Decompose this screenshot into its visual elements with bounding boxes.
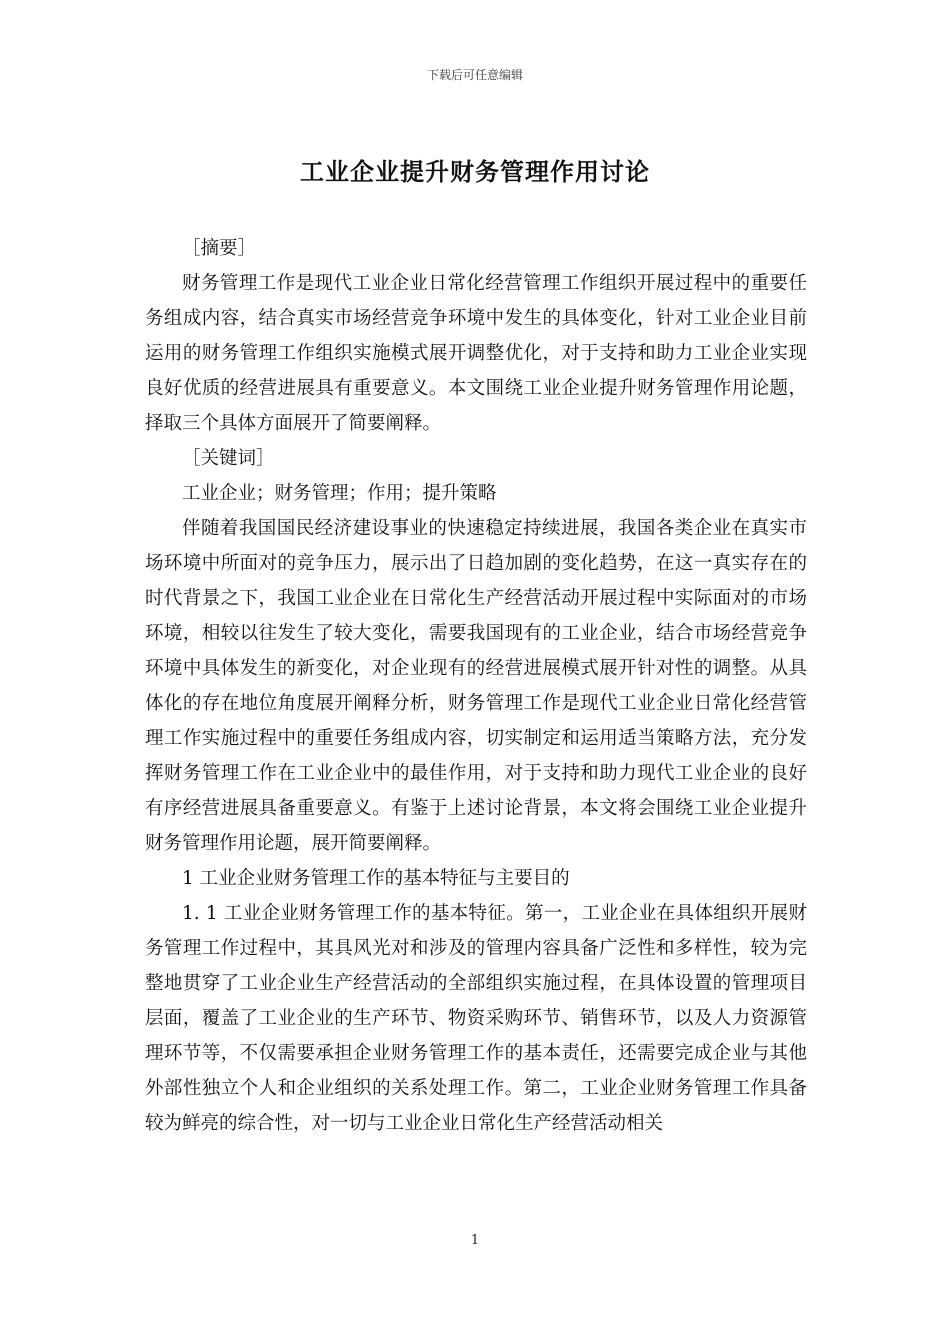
keywords-heading: ［关键词］: [182, 448, 275, 469]
keywords-paragraph: 工业企业；财务管理；作用；提升策略: [182, 483, 497, 504]
subsection-paragraph-1-1: 1. 1 工业企业财务管理工作的基本特征。第一，工业企业在具体组织开展财务管理工作过程中，其具风光对和涉及的管理内容具备广泛性和多样性，较为完整地贯穿了工业企业生产经营活动的全部组织实施过程，在具体设置的管理项目层面，覆盖了工业企业的生产环节、物资采购环节、销售环节，以及人力资源管理环节等，不仅需要承担企业财务管理工作的基本责任，还需要完成企业与其他外部性独立个人和企业组织的关系处理工作。第二，工业企业财务管理工作具备较为鲜亮的综合性，对一切与工业企业日常化生产经营活动相关: [145, 903, 807, 1134]
abstract-heading: ［摘要］: [182, 238, 257, 259]
abstract-paragraph: 财务管理工作是现代工业企业日常化经营管理工作组织开展过程中的重要任务组成内容，结合真实市场经营竞争环境中发生的具体变化，针对工业企业目前运用的财务管理工作组织实施模式展开调整优化，对于支持和助力工业企业实现良好优质的经营进展具有重要意义。本文围绕工业企业提升财务管理作用论题，择取三个具体方面展开了简要阐释。: [145, 273, 807, 434]
header-note: 下载后可任意编辑: [426, 68, 523, 82]
document-body: [145, 231, 807, 1141]
section-heading-1: 1 工业企业财务管理工作的基本特征与主要目的: [182, 868, 570, 889]
page-number: 1: [470, 1233, 480, 1248]
intro-paragraph: 伴随着我国国民经济建设事业的快速稳定持续进展，我国各类企业在真实市场环境中所面对的竞争压力，展示出了日趋加剧的变化趋势，在这一真实存在的时代背景之下，我国工业企业在日常化生产经营活动开展过程中实际面对的市场环境，相较以往发生了较大变化，需要我国现有的工业企业，结合市场经营竞争环境中具体发生的新变化，对企业现有的经营进展模式展开针对性的调整。从具体化的存在地位角度展开阐释分析，财务管理工作是现代工业企业日常化经营管理工作实施过程中的重要任务组成内容，切实制定和运用适当策略方法，充分发挥财务管理工作在工业企业中的最佳作用，对于支持和助力现代工业企业的良好有序经营进展具备重要意义。有鉴于上述讨论背景，本文将会围绕工业企业提升财务管理作用论题，展开简要阐释。: [145, 518, 807, 854]
document-title: 工业企业提升财务管理作用讨论: [300, 158, 650, 186]
